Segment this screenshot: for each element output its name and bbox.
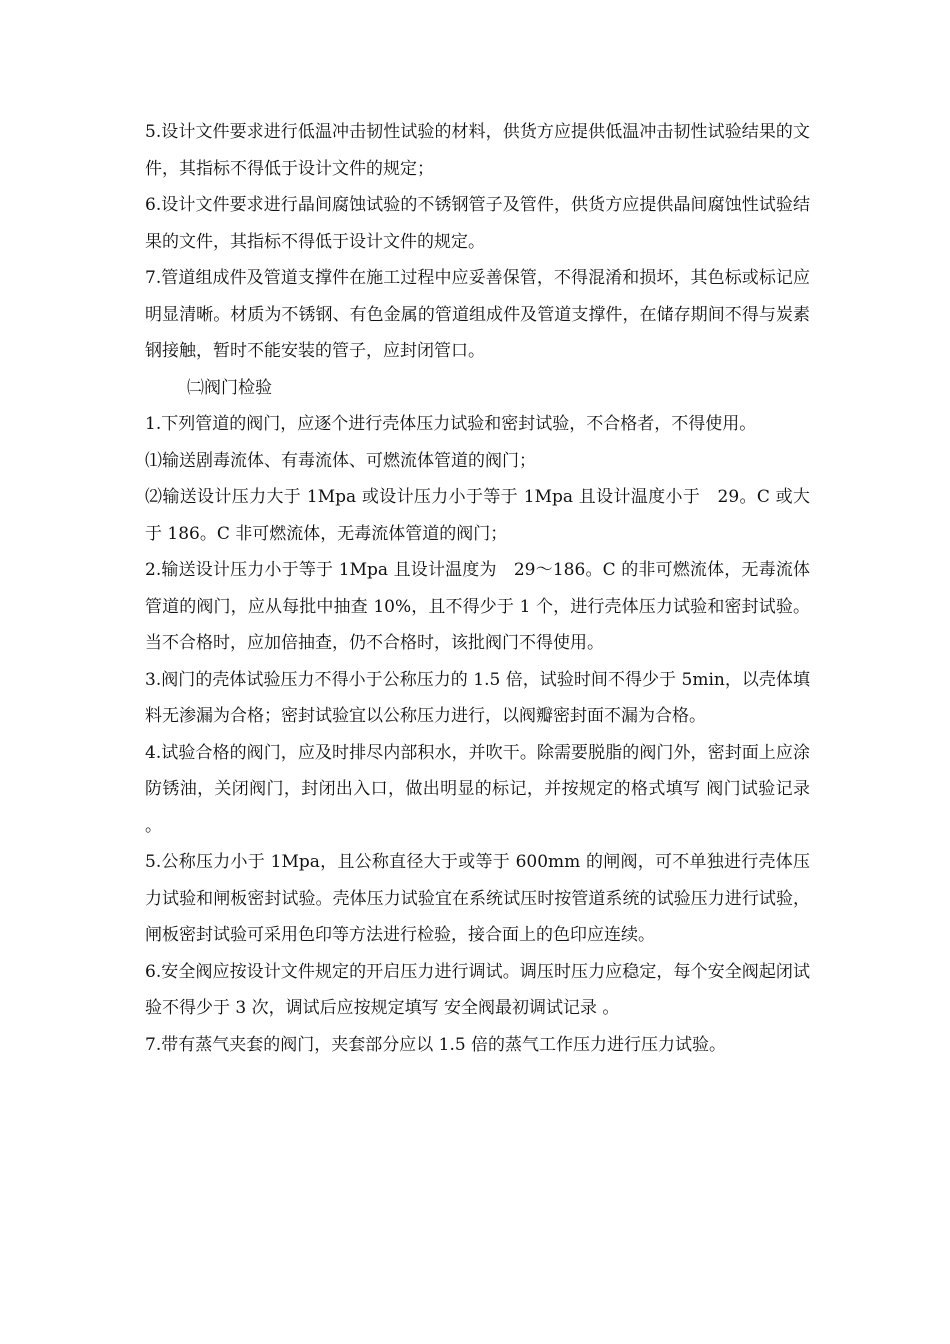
section-heading-valve-inspection: ㈡阀门检验 bbox=[187, 377, 272, 398]
paragraph-valve-item-3: 3.阀门的壳体试验压力不得小于公称压力的 1.5 倍，试验时间不得少于 5min，以壳体填料无渗漏为合格；密封试验宜以公称压力进行，以阀瓣密封面不漏为合格。 bbox=[145, 669, 810, 726]
paragraph-valve-item-4: 4.试验合格的阀门，应及时排尽内部积水，并吹干。除需要脱脂的阀门外，密封面上应涂防锈油，关闭阀门，封闭出入口，做出明显的标记，并按规定的格式填写 阀门试验记录 。 bbox=[145, 742, 810, 836]
document-body bbox=[145, 114, 810, 1063]
paragraph-item-7-storage: 7.管道组成件及管道支撑件在施工过程中应妥善保管，不得混淆和损坏，其色标或标记应明显清晰。材质为不锈钢、有色金属的管道组成件及管道支撑件，在储存期间不得与炭素钢接触，暂时不能安装的管子，应封闭管口。 bbox=[145, 268, 810, 361]
paragraph-valve-item-1: 1.下列管道的阀门，应逐个进行壳体压力试验和密封试验，不合格者，不得使用。 bbox=[145, 414, 757, 434]
paragraph-valve-item-6: 6.安全阀应按设计文件规定的开启压力进行调试。调压时压力应稳定，每个安全阀起闭试验不得少于 3 次，调试后应按规定填写 安全阀最初调试记录 。 bbox=[145, 961, 810, 1018]
paragraph-valve-item-5: 5.公称压力小于 1Mpa，且公称直径大于或等于 600mm 的闸阀，可不单独进行壳体压力试验和闸板密封试验。壳体压力试验宜在系统试压时按管道系统的试验压力进行试验，闸板密封试验可采用色印等方法进行检验，接合面上的色印应连续。 bbox=[145, 852, 810, 945]
paragraph-valve-subitem-1: ⑴输送剧毒流体、有毒流体、可燃流体管道的阀门； bbox=[145, 450, 536, 471]
paragraph-valve-item-2: 2.输送设计压力小于等于 1Mpa 且设计温度为 29～186。C 的非可燃流体，无毒流体管道的阀门，应从每批中抽查 10%，且不得少于 1 个，进行壳体压力试验和密封试验。当不合格时，应加倍抽查，仍不合格时，该批阀门不得使用。 bbox=[145, 560, 810, 653]
paragraph-item-5-impact-test: 5.设计文件要求进行低温冲击韧性试验的材料，供货方应提供低温冲击韧性试验结果的文件，其指标不得低于设计文件的规定； bbox=[145, 122, 810, 179]
paragraph-item-6-corrosion-test: 6.设计文件要求进行晶间腐蚀试验的不锈钢管子及管件，供货方应提供晶间腐蚀性试验结果的文件，其指标不得低于设计文件的规定。 bbox=[145, 195, 810, 252]
paragraph-valve-subitem-2: ⑵输送设计压力大于 1Mpa 或设计压力小于等于 1Mpa 且设计温度小于 29。C 或大于 186。C 非可燃流体，无毒流体管道的阀门； bbox=[145, 487, 810, 544]
paragraph-valve-item-7: 7.带有蒸气夹套的阀门，夹套部分应以 1.5 倍的蒸气工作压力进行压力试验。 bbox=[145, 1034, 727, 1055]
